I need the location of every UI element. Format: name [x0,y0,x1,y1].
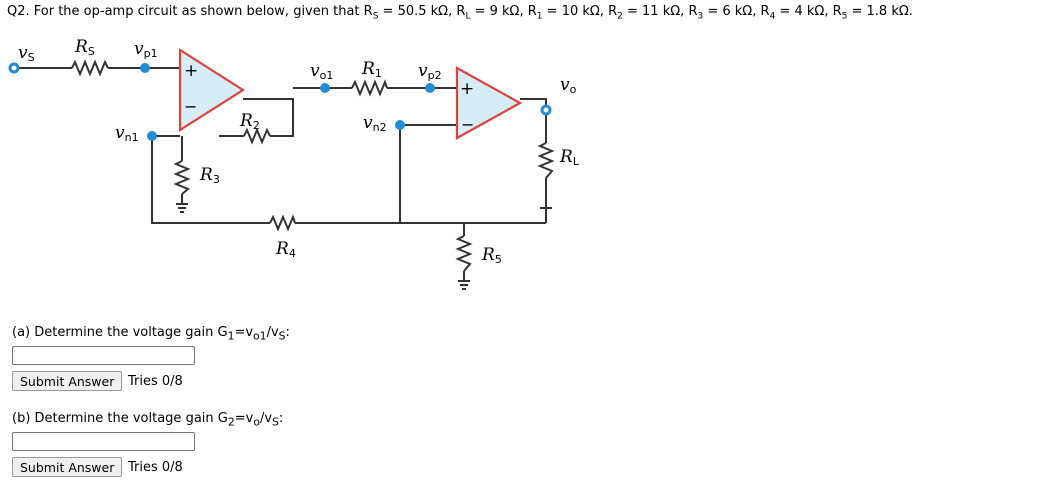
part-a-prompt [12,325,290,343]
question-text [7,4,913,22]
label-vs: $v_S$ [18,43,35,64]
question-prefix: Q2. For the op-amp circuit as shown below, given that [7,4,364,19]
part-b-label-eq-sub: o [253,415,260,429]
label-vo1: $v_{o1}$ [310,61,334,82]
label-rl: $R_L$ [560,147,579,168]
part-a-label-end: : [285,325,290,340]
amp1-minus-sign: − [184,97,198,116]
label-vp1: $v_{p1}$ [134,39,158,60]
op-amp-circuit-diagram [0,26,600,311]
label-vp2: $v_{p2}$ [418,61,442,82]
label-r1: $R_1$ [362,59,382,80]
part-b-label-div-sub: S [272,415,279,429]
terminal-vo [542,106,550,114]
question-value-4: $R_4 = 4$ kΩ, [760,4,833,22]
part-b-label-end: : [278,411,284,426]
part-a-submit-button[interactable]: Submit Answer [12,371,122,391]
part-a-label-sub: 1 [227,329,235,343]
label-vo: $v_o$ [560,75,577,96]
part-b-tries: Tries 0/8 [128,460,183,475]
part-a-label-eq: =v [234,325,254,340]
terminal-vs [10,64,18,72]
circuit-background [0,26,600,311]
label-vn1: $v_{n1}$ [115,123,139,144]
part-a-label-div: /v [266,325,279,340]
node-vo1 [320,83,330,93]
question-value-2: $R_2 = 11$ kΩ, [608,4,689,22]
label-r5: $R_5$ [482,245,502,266]
part-a-tries: Tries 0/8 [128,374,183,389]
node-vp2 [425,83,435,93]
node-vn1 [147,131,157,141]
label-vn2: $v_{n2}$ [363,113,387,134]
label-r3: $R_3$ [200,165,220,186]
part-b-label-eq: =v [234,411,254,426]
amp2-plus-sign: + [460,79,475,99]
label-rs: $R_S$ [75,37,95,58]
part-b-prompt [12,411,283,429]
node-vp1 [140,63,150,73]
label-r2: $R_2$ [240,111,260,132]
amp2-minus-sign: − [461,115,475,134]
part-b-submit-button[interactable]: Submit Answer [12,457,122,477]
part-a-label-eq-sub: o1 [253,329,267,343]
question-value-5: $R_5 = 1.8$ kΩ. [832,4,913,22]
part-b-label-text: (b) Determine the voltage gain G [12,411,228,426]
label-r4: $R_4$ [276,239,296,260]
question-value-1: $R_1 = 10$ kΩ, [527,4,609,22]
part-a-label-div-sub: S [278,329,286,343]
question-value-s: $R_S = 50.5$ kΩ, [363,4,457,22]
amp1-plus-sign: + [184,61,199,81]
part-a-answer-input[interactable] [12,346,195,365]
part-b-label-div: /v [259,411,273,426]
question-value-3: $R_3 = 6$ kΩ, [688,4,761,22]
part-b-answer-input[interactable] [12,432,195,451]
part-a-label-text: (a) Determine the voltage gain G [12,325,228,340]
node-vn2 [395,120,405,130]
part-b-label-sub: 2 [227,415,235,429]
question-value-l: $R_L = 9$ kΩ, [456,4,528,22]
